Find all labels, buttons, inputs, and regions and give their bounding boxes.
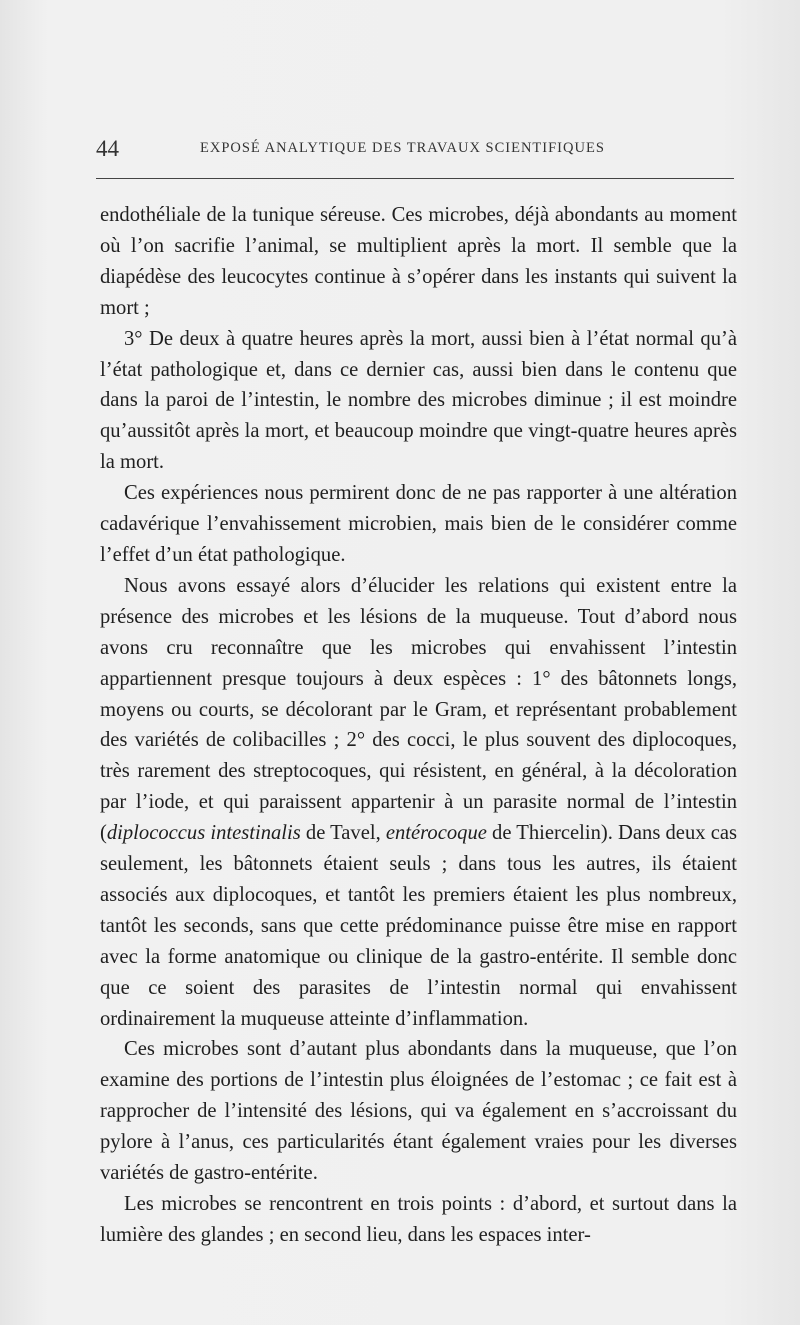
italic-term-diplococcus: diplococcus intestinalis [106,822,301,845]
paragraph-text-segment: de Thiercelin). Dans deux cas seulement, les bâtonnets étaient seuls ; dans tous les autres, ils étaient associés aux diplocoques, et tantôt les premiers étaient les plus nombreux, tantôt les seconds, sans que cette prédominance puisse être mise en rapport avec la forme anatomique ou clinique de la gastro-entérite. Il semble donc que ce soient des parasites de l’intestin normal qui envahissent ordinairement la muqueuse atteinte d’inflammation. [100,822,737,1030]
paragraph-text-segment: Nous avons essayé alors d’élucider les relations qui existent entre la présence des microbes et les lésions de la muqueuse. Tout d’abord nous avons cru reconnaître que les microbes qui envahissent l’intestin appartiennent presque toujours à deux espèces : 1° des bâtonnets longs, moyens ou courts, se décolorant par le Gram, et représentant probablement des variétés de colibacilles ; 2° des cocci, le plus souvent des diplocoques, très rarement des streptocoques, qui résistent, en général, à la décoloration par l’iode, et qui paraissent appartenir à un parasite normal de l’intestin ( [100,574,737,845]
page-number: 44 [96,136,119,161]
paragraph-experiments-conclusion: Ces expériences nous permirent donc de ne pas rapporter à une altération cadavérique l’envahissement microbien, mais bien de le considérer comme l’effet d’un état pathologique. [100,482,737,566]
paragraph-point-3: 3° De deux à quatre heures après la mort, aussi bien à l’état normal qu’à l’état pathologique et, dans ce dernier cas, aussi bien dans le contenu que dans la paroi de l’intestin, le nombre des microbes diminue ; il est moindre qu’aussitôt après la mort, et beaucoup moindre que vingt-quatre heures après la mort. [100,327,737,474]
page-header [96,136,736,160]
paragraph-microbe-locations: Les microbes se rencontrent en trois points : d’abord, et surtout dans la lumière des glandes ; en second lieu, dans les espaces inter- [100,1193,737,1246]
paragraph-microbe-abundance: Ces microbes sont d’autant plus abondants dans la muqueuse, que l’on examine des portions de l’intestin plus éloignées de l’estomac ; ce fait est à rapprocher de l’intensité des lésions, qui va également en s’accroissant du pylore à l’anus, ces particularités étant également vraies pour les diverses variétés de gastro-entérite. [100,1038,737,1185]
italic-term-enterocoque: entérocoque [385,822,487,845]
body-text [100,200,737,1251]
paragraph-text-segment: de Tavel, [300,822,386,845]
running-head: EXPOSÉ ANALYTIQUE DES TRAVAUX SCIENTIFIQUES [200,140,605,156]
header-rule [96,178,734,179]
paragraph-continuation: endothéliale de la tunique séreuse. Ces microbes, déjà abondants au moment où l’on sacrifie l’animal, se multiplient après la mort. Il semble que la diapédèse des leucocytes continue à s’opérer dans les instants qui suivent la mort ; [100,204,737,319]
paragraph-microbe-species [100,571,737,1035]
